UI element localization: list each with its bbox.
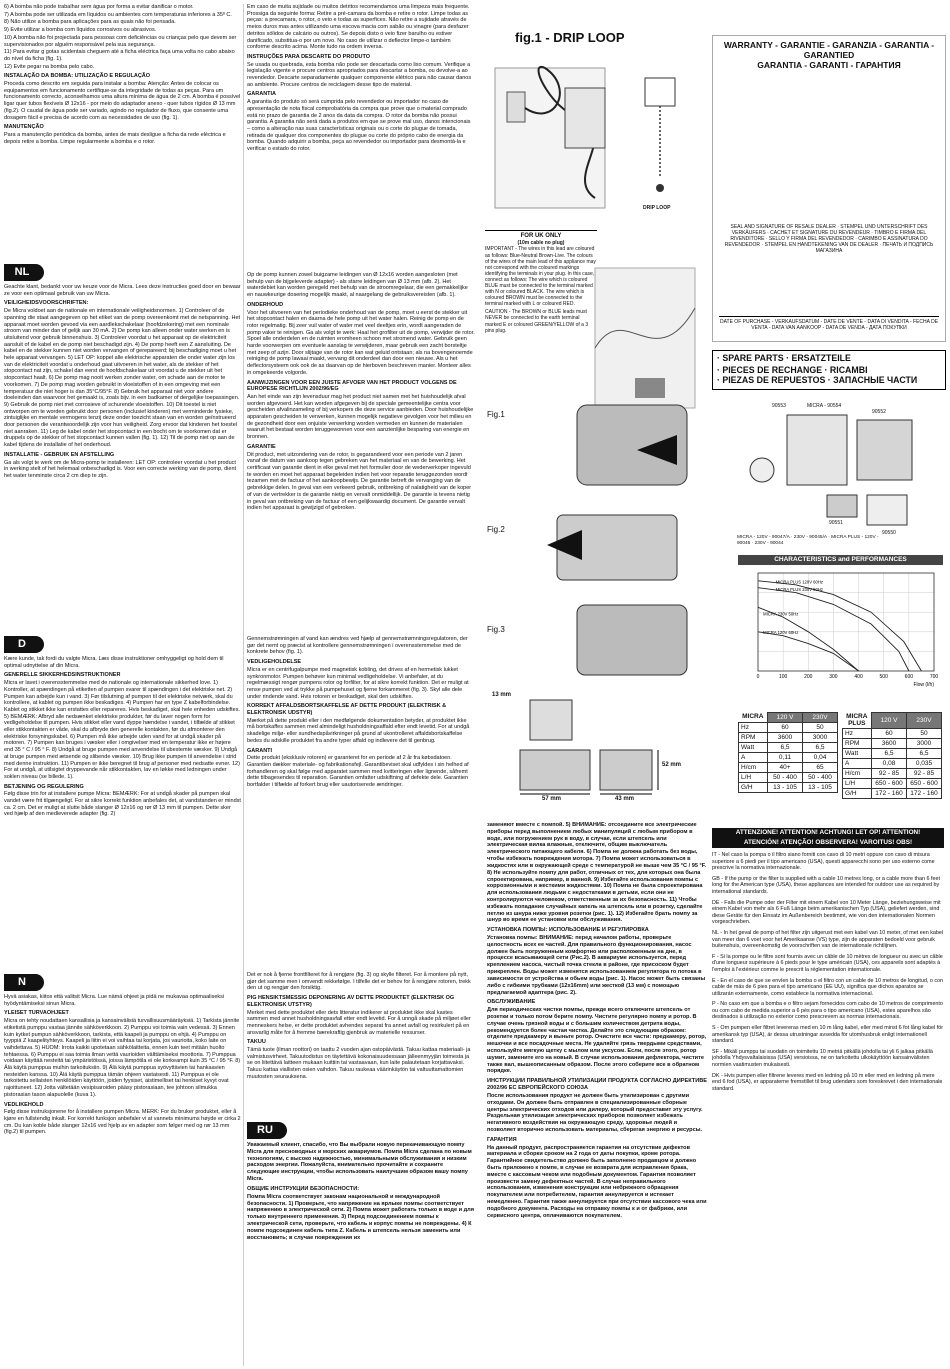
spec-label: RPM	[843, 739, 872, 749]
nl-maint-text: Voor het uitvoeren van het periodieke onderhoud van de pomp, moet u eerst de stekker uit het stopcontact halen en daarna de hele pomp uit het water halen. Reinig de pomp en de rotor regelmatig. Bij zeer vuil water of water met veel deeltjes erin, wordt aangeraden de pomp vaker te reinigen. Ga als volgt te werk: Haal het grofilter uit de pomp, verwijder de rotor. Spoel alle onderdelen en de ruimten eromheen schoon met stromend water. Gebruik geen harde voorwerpen om eventuele aanslag te verwijderen, maar gebruik een zacht borsteltje met zeep of azijn. Door slijtage van de rotor kan wat geluid ontstaan; als na bovengenoemde reiniging de pomp lawaai maakt, vervang dit onderdeel dan door een nieuwe. Als u het deflectorsysteem ook ook de as daarvan op de hierboven beschreven manier. Monteer alles in omgekeerde volgorde.	[247, 309, 475, 376]
attention-language-note: E - En el caso de que se envíen la bomba o el filtro con un cable de 10 metros de longitud, o con cable de más de 6 pies para el tipo americano (EE UU), significa que dichos aparatos se utilizarán externamente, como establece la normativa internacional.	[712, 977, 944, 997]
spec-row	[739, 763, 838, 773]
dk-maint-title: VEDLIGEHOLDELSE	[247, 659, 302, 666]
dimension-svg	[490, 690, 690, 800]
fig-1-label: Fig.1	[487, 410, 505, 419]
spec-value: 6,5	[803, 743, 838, 753]
fig1-panel	[485, 30, 710, 455]
pt-safety-continued	[4, 4, 241, 145]
dk-install-title: BETJENING OG REGULERING	[4, 783, 84, 790]
nl-safety-text: De Micra voldoet aan de nationale en internationale veiligheidsnormen. 1) Controleer of de spanning die staat aangegeven op het etiket van de pomp overeenkomt met de netspanning. Het apparaat moet worden gevoed via een aardlekschakelaar (hoofdzekering) met een nominale stroom van minder dan of gelijk aan 30 mA. 2) De pomp kan alleen onder water werken en is uitsluitend voor gebruik binnenshuis. 3) Controleer voordat u het apparaat op de elektriciteit aansluit of de kabel en de pomp niet beschadigd zijn. 4) De pomp heeft een Z aansluiting. De kabel en de stekker kunnen niet worden vervangen of gerepareerd; bij beschadiging moet u het hele apparaat vervangen. 5) LET OP: koppel alle elektrische apparaten die onder water zijn los van de elektriciteit voordat u onderhoud gaat uitvoeren in het water, als de stekker of het stopcontact nat zijn, schakel dan eerst de hoofdschakelaar uit voordat u de stekker uit het stopcontact haalt. 6) De pomp mag nooit werken zonder water, om schade aan de motor te voorkomen. 7) De pomp mag worden gebruikt in vloeistoffen of in een omgeving met een temperatuur die niet hoger is dan 35°C/95°F. 8) Gebruik het apparaat niet voor andere doeleinden dan waarvoor het gemaakt is, zoals bijv. in een badkamer of dergelijke toepassingen. 9) Gebruik de pomp niet met corrosieve of schurende vloeistoffen. 10) Dit toestel is niet ontworpen om te worden gebruikt door personen (inclusief kinderen) met verminderde fysieke, zintuiglijke en mentale vermogens tenzij deze onder toezicht staan van en worden geïnstrueerd door personen die verantwoordelijk zijn voor hun veiligheid. Zorg ervoor dat kinderen het toestel niet aanraken. 11) Leg de kabel onder het stopcontact in een bocht om te voorkomen dat er druppels op de stekker of het stopcontact kunnen vallen (fig. 1). 12) Til de pomp niet op aan de kabel tijdens de installatie of het onderhoud.	[4, 308, 241, 449]
x-tick-label: 100	[778, 674, 788, 680]
ru-maint-title: ОБСЛУЖИВАНИЕ	[487, 999, 536, 1006]
pt-item: 6) A bomba não pode trabalhar sem água por forma a evitar danificar o motor.	[4, 4, 194, 10]
part-label: 90550	[882, 530, 896, 536]
ru-intro: Уважаемый клиент, спасибо, что Вы выбрали новую перекачивающую помпу Micra для пресноводных и морских аквариумов. Помпа Micra сделана по новым технологиям, с высоко надежностью, минимальными обслуживания и низким расходом энергии. Пожалуйста, внимательно прочитайте и сохраните следующие инструкции, чтобы использовать наилучшим образом вашу помпу Micra.	[247, 1142, 472, 1183]
spec-value: 60	[768, 723, 803, 733]
spare-line-2: · PIECES DE RECHANGE · RICAMBI	[717, 365, 868, 376]
spare-line-1: · SPARE PARTS · ERSATZTEILE	[717, 353, 851, 363]
uk-text: IMPORTANT - The wires in this lead are coloured as follows: Blue-Neutral Brown-Live. The colours of the wires of the main lead of this appliance may not correspond with the coloured markings identifying the terminals in your plug. In this case, connect as follows: The wire which is coloured BLUE must be connected to the terminal marked with N or coloured BLACK. The wire which is coloured BROWN must be connected to the terminal marked with L or coloured RED.	[485, 246, 596, 308]
dk-warranty-title: GARANTI	[247, 747, 273, 754]
dk-safety-title: GENERELLE SIKKERHEDSINSTRUKTIONER	[4, 672, 121, 679]
spec-label: H/cm	[843, 769, 872, 779]
nl-install-text: Ga als volgt te werk om de Micra-pomp te installeren: LET OP: controleer voordat u het product in werking stelt of het helemaal onbeschadigd is. Voor een correcte werking van de pomp, dient het water tenminste circa 2 cm diep te zijn.	[4, 459, 237, 479]
volt-header: 230V	[803, 713, 838, 723]
x-tick-label: 400	[854, 674, 863, 680]
fi-install-title: VEDLIKEHOLD	[4, 1101, 44, 1108]
spec-value: 6,5	[872, 749, 907, 759]
series-label: MICRA 230V 50Hz	[763, 611, 799, 617]
attention-language-note: GB - If the pump or the filter is supplied with a cable 10 metres long, or a cable more than 6 feet long for the American type (USA), these appliances are intended for outdoor use as required by international standards.	[712, 875, 941, 895]
spec-value: 40+	[768, 763, 803, 773]
spec-row	[843, 729, 942, 739]
spec-label: Watt	[843, 749, 872, 759]
dk-section	[4, 634, 241, 819]
performance-chart	[740, 567, 940, 687]
model-codes: MICRA - 120V - 90047/A · 230V - 90045/A · MICRA PLUS - 120V - 90046 · 230V - 90044	[737, 535, 879, 546]
pt-continued	[247, 4, 475, 153]
attention-banner	[712, 828, 944, 848]
dk-warranty-text: Dette produkt (eksklusiv rotoren) er garanteret for en periode af 2 år fra købsdatoen. Garantien dækker materiale- og fabrikationsfejl. Garantibeviset skal udfyldes i sin helhed af forhandleren og skal følge med apparatet sammen med kvitteringen eller lignende, såfremt dette tilbagesendes til reparation. Garantien omfatter udskiftning af defekte dele. Garantien bortfalder i tilfælde af forkert brug eller uautoriserede ændringer.	[247, 755, 469, 789]
fi-disposal-text: Merket med dette produktet eller dets litteratur indikerer at produktet ikke skal kastes sammen med annet husholdningsavfall etter endt levetid. For å unngå skade på miljøet eller menneskers helse, er dette produktet avhendes separat fra annet avfall og resirkulert på en ansvarlig måte for å fremme bærekraftig gjenbruk av materielle ressurser.	[247, 1009, 471, 1036]
dim-side-label: 52 mm	[662, 762, 682, 768]
dk-disposal-text: Mærket på dette produkt eller i den medfølgende dokumentation betyder, at produktet ikke må bortskaffes sammen med almindeligt husholdningsaffald efter endt levetid. For at undgå skadelige miljø- eller sundhedspåvirkninger på grund af ukontrolleret affaldsbortskaffelse bedes du adskille produktet fra andre typer affald og indlevere det til genbrug.	[247, 717, 470, 744]
date-line	[719, 316, 939, 317]
attention-title-1: ATTENZIONE! ATTENTION! ACHTUNG! LET OP! ATTENTION!	[735, 829, 921, 836]
spec-value: 50	[803, 723, 838, 733]
attention-language-note: S - Om pumpen eller filtret levereras med en 10 m lång kabel, eller med minst 6 fot lång kabel för amerikansk typ (USA), är dessa utrustningar avsedda för utomhusbruk enligt internationell standard.	[712, 1025, 944, 1045]
part-90551	[827, 495, 857, 517]
nl-col2-text: Op de pomp kunnen zowel buigzame leidingen van Ø 12x16 worden aangesloten (met behulp van de bijgeleverde adapter) - als starre leidingen van Ø 13 mm (afb. 2). Het waterdebiet kan worden geregeld met behulp van de stroomregelaar, die een gemakkelijke en nauwkeurige dosering mogelijk maakt, al naargelang de gebruiksvereisten (afb. 1).	[247, 272, 468, 299]
warranty-line-1: WARRANTY - GARANTIE - GARANZIA - GARANTIA - GARANTIED	[723, 40, 935, 61]
dk-install-text: Følg disse trin for at installere pumpe Micra: BEMÆRK: For at undgå skader på pumpen skal vandet være frit tilgængeligt. For at sikre korrekt funktion anbefales det, at vandstanden er mindst ca. 2 cm. Det er muligt at slutte både slanger Ø 12x16 og rør Ø 13 mm til pumpen. Dette sker ved hjælp af den medleverede adapter (fig. 2)	[4, 791, 241, 818]
pt-maint-text: Para a manutenção periódica da bomba, antes de mais desligue a ficha da rede eléctrica e depois retire a bomba. Limpe regularmente a bomba e o rotor.	[4, 131, 226, 145]
plus-spec-table	[842, 712, 942, 799]
spec-label: G/H	[843, 789, 872, 799]
dk-disposal-title: KORREKT AFFALDSBORTSKAFFELSE AF DETTE PRODUKT (ELEKTRISK & ELEKTRONISK UDSTYR)	[247, 703, 447, 717]
micra-table-title: MICRA	[742, 713, 764, 721]
fi-disposal-title: PIG HENSIKTSMESSIG DEPONERING AV DETTE PRODUKTET (ELEKTRISK OG ELEKTRONISK UTSTYR)	[247, 995, 455, 1008]
spec-row	[843, 749, 942, 759]
spec-value: 0,035	[907, 759, 942, 769]
part-90554	[787, 415, 847, 485]
drip-loop-label: DRIP LOOP	[643, 205, 671, 211]
x-tick-label: 0	[756, 674, 760, 680]
part-label: 90552	[872, 409, 886, 415]
pt-col2-text: Em caso de muita sujidade ou muitos detritos recomendamos uma limpeza mais frequente. Prossiga da seguinte forma: Retire a pré-camara da bomba e retire o rotor. Limpe todas as peças: a precamara, o rotor, o veio e todas as superfices. Não retire a sujidade através de meios duros mas antes utilizando uma escova macia com sabão ou vinagre (para desfazer detritos sólidos de calcário ou outros). Se depois disto o veio fizer barulho ou estiver danificado, substitua-o por um novo. No caso de utilizar o deflector limpe-o também conforme descrito acima. Monte tudo na ordem inversa.	[247, 4, 470, 51]
spec-label: L/H	[739, 773, 768, 783]
fi-install-text: Følg disse instruksjonene for å installere pumpen Micra. MERK: For du bruker produktet, eller å kjøre en fullstendig inkalt. For korrekt funksjon anbefaler vi at vannets minimums høyde er cirka 2 cm. Du kan koble både slanger 12x16 ved hjelp av en adapter som følger med og rør 13 mm (fig.2) til pumpen.	[4, 1109, 241, 1136]
ru-install-title: УСТАНОВКА ПОМПЫ: ИСПОЛЬЗОВАНИЕ И РЕГУЛИРОВКА	[487, 927, 649, 934]
fi-warranty-text: Tämä tuote (ilman roottori) on taattu 2 vuoden ajan ostopäivästä. Takuu kattaa materiaali- ja valmistusvirheet. Takuutodistus on täytettävä kokonaisuudessaan jälleenmyyjän toimesta ja se on liitettävä laitteen mukaan kuittiin tai vastaavaan, kun laite palautetaan korjattavaksi. Takuu kattaa viallisten osien vaihdon. Takuu raukeaa väärinkäytön tai valtuuttamattomien muutosten seurauksena.	[247, 1047, 471, 1080]
attention-language-note: NL - In het geval de pomp of het filter zijn uitgerust met een kabel van 10 meter, of met een kabel van meer dan 6 voet voor het Amerikaanse (VS) type, zijn de apparaten bedoeld voor gebruik buitenshuis, overeenkomstig de voorschriften van de internationale richtlijnen.	[712, 929, 944, 950]
spec-value: 50 - 400	[803, 773, 838, 783]
fi-col2-text: Det er nok å fjerne frontfilteret for å rengjøre (fig. 3) og skylle filteret. For å montere på nytt, gjør det samme men i omvendt rekkefølge. I tilfelle det er behov for å rengjøre rotoren, trekk den ut og rengjør den forsiktig.	[247, 972, 471, 992]
spec-value: 50	[907, 729, 942, 739]
plus-table-title: MICRA PLUS	[846, 712, 868, 728]
pt-install-title: INSTALAÇÃO DA BOMBA: UTILIZAÇÃO E REGULAÇÃO	[4, 73, 151, 80]
pt-item: 8) Não utilize a bomba para aplicações para as quais não foi pensada.	[4, 19, 176, 26]
part-label: 90551	[829, 520, 843, 526]
column-2	[247, 4, 475, 1366]
part-label: 90553	[772, 403, 786, 409]
warranty-card	[712, 35, 946, 342]
fig-3-label: Fig.3	[487, 625, 505, 634]
spec-value: 0,04	[803, 753, 838, 763]
plug-shape	[565, 88, 605, 148]
spec-value: 3000	[803, 733, 838, 743]
spec-label: Hz	[843, 729, 872, 739]
nl-warranty-title: GARANTIE	[247, 443, 276, 450]
attention-language-note: SF - Mikäli pumppu tai suodatin on toimitettu 10 metriä pitkällä johdolla tai yli 6 jalkaa pitkällä johdolla Yhdysvaltalaisissa (USA) versioissa, ne on tarkoitettu ulkokäyttöön kansainvälisten normien vaatimusten mukaisesti.	[712, 1048, 933, 1069]
pt-item: 12) Evite pegar na bomba pelo cabo.	[4, 63, 95, 70]
x-tick-label: 300	[829, 674, 838, 680]
pt-item: 11) Para evitar g gotas acidentais cheguem até a ficha eléctrica faça uma volta no cabo abaixo do nível da ficha (fig. 1).	[4, 49, 235, 62]
fig1-title: fig.1 - DRIP LOOP	[515, 30, 625, 45]
pt-disposal-title: INSTRUÇÕES PARA DESCARTE DO PRODUTO	[247, 53, 371, 60]
ru-warranty-title: ГАРАНТИЯ	[487, 1136, 517, 1143]
pump-fig3	[577, 605, 687, 675]
spec-row	[843, 759, 942, 769]
ru-warranty-text: На данный продукт, распространяется гарантия на отсутствие дефектов материала и сборки сроком на 2 года от даты покупки, кроме ротора. Гарантийное свидетельство должно быть заполнено продавцом и должно быть приложено к помпе, в случае ее возврата для исправления брака, вместе с кассовым чеком или подобным документом. Гарантия позволяет произвести замену дефектных частей. В случае неправильного использования, изменения конструкции или небрежного обращения покупателем или потребителем, гарантия аннулируется и истекает немедленно. Гарантия также аннулируется при отсутствии кассового чека или подобного документа. Расходы на отправку помпы к и от фабрики, или сервисного центра, оплачиваются покупателем.	[487, 1144, 707, 1219]
dk-maint-text: Micra er en centrifugalpumpe med magnetisk kobling, det drives af en hermetisk lukket synkronmotor. Pumpen behøver kun minimal vedligeholdelse. Vi anbefaler, at du regelmæssigt rengør pumpens rotor og forfilter, for at sikre korrekt funktion. Det er muligt at rense pumpen ved at trykke på pumpehuset og fjerne forkammeret (fig. 3). Skyl alle dele under rindende vand. Hvis rotoren er beskadiget, skal den udskiftes.	[247, 666, 469, 700]
spec-row	[843, 789, 942, 799]
x-tick-label: 500	[879, 674, 888, 680]
spec-row	[739, 723, 838, 733]
series-label: MICRA PLUS 120V 60Hz	[775, 579, 823, 585]
spec-row	[739, 733, 838, 743]
attention-language-note: DK - Hvis pumpen eller filtrene leveres med en ledning på 10 m eller med en ledning på mere end 6 fod (USA), er apparaterne fremstillet til brug udendørs som foreskrevet i den internationale standard.	[712, 1072, 943, 1092]
dk-continued	[247, 636, 475, 790]
spec-value: 650 - 600	[907, 779, 942, 789]
spec-value: 0,11	[768, 753, 803, 763]
attention-language-note: P - No caso em que a bomba e o filtro sejam fornecidos com cabo de 10 metros de comprimento ou com cabo de medida superior a 6 pés para o tipo americano (USA), estes aparelhos são destinados à utilização no exterior como prescrevem as normas internacionais.	[712, 1001, 943, 1021]
perf-header: CHARACTERISTICS and PERFORMANCES	[738, 555, 943, 565]
spec-row	[739, 783, 838, 793]
series-label: MICRA PLUS 230V 50Hz	[775, 587, 823, 593]
nl-safety-title: VEILIGHEIDSVOORSCHRIFTEN:	[4, 300, 89, 307]
ru-safety-text: Помпа Micra соответствует законам национальной и международной безопасности. 1) Проверьте, что напряжение на ярлыке помпы соответствует напряжению в электрической сети. 2) Помпа может работать только в воде и для только внутреннего применения. 3) Перед подсоединением помпы к электрической сети, проверьте, что кабель и корпус помпы не повреждены. 4) К помпе подсоединен кабель типа Z. Кабель и штепсель нельзя заменить или восстановить; в случае повреждения их	[247, 1193, 474, 1241]
spec-label: G/H	[739, 783, 768, 793]
fi-continued	[247, 972, 475, 1082]
spec-row	[739, 743, 838, 753]
ru-col2-text: заменяют вместе с помпой. 5) ВНИМАНИЕ: отсоедините все электрические приборы перед выполнением любых манипуляций с любым прибором в воде, или погружением рук в воду, в случае, если штепсель или электрическая вилка влажные, отключите, общим выключатель электрического питающего кабеля. 6) Помпа не должна работать без воды, чтобы избежать повреждения мотора. 7) Помпа может использоваться в жидкостях или в окружающей среде с температурой не выше чем 35 °C / 95 °F. 8) Не используйте помпу для работ, отличных от тех, для которых она была спроектирована, например, в ванной. 9) Избегайте использования помпы с коррозионными и жесткими жидкостями. 10) Помпа не была спроектирована для использования людьми с недостатками в детьми, если они не контролируются человеком, ответственным за их безопасность. 11) Чтобы избежать попадание случайных капель на штепсель или в розетку, сделайте петлю из шнура ниже уровня розетки (рис. 1). 12) Избегайте брать помпу за шнур во время ее установки или обслуживания.	[487, 822, 707, 924]
spec-value: 172 - 160	[907, 789, 942, 799]
attention-title-2: ATENCIÓN! ATENÇÃO! OBSERVERA! VAROITUS! OBS!	[743, 839, 913, 846]
nl-maint-title: ONDERHOUD	[247, 301, 284, 308]
uk-subtitle: (10m cable no plug)	[517, 240, 565, 247]
nl-install-title: INSTALLATIE - GEBRUIK EN AFSTELLING	[4, 451, 115, 458]
column-1	[4, 4, 241, 1366]
volt-header: 120 V	[872, 713, 907, 729]
spec-value: 3600	[872, 739, 907, 749]
volt-header: 230V	[907, 713, 942, 729]
spec-value: 60	[872, 729, 907, 739]
spec-value: 3600	[768, 733, 803, 743]
dk-intro: Kære kunde, tak fordi du valgte Micra. Læs disse instruktioner omhyggeligt og hold dem til optimal udnyttelse af din Micra.	[4, 656, 224, 669]
nl-badge: NL	[4, 264, 44, 281]
plus-spec-table-wrap	[842, 712, 942, 799]
spare-line-3: · PIEZAS DE REPUESTOS · ЗАПАСНЫЕ ЧАСТИ	[717, 375, 918, 386]
pump-top-view	[530, 700, 572, 740]
nl-warranty-text: Dit product, met uitzondering van de rotor, is gegarandeerd voor een periode van 2 jaren vanaf de datum van aankoop tegen gebreken van het materiaal en van de bewerking. Het certificaat van garantie dient in elke geval met het formulier door de wederverkoper ingevuld te worden en moet het apparaat begeleiden indien het voor reparatie teruggezonden wordt tezamen met de factuur of het aankoopbewijs. De garantie betreft de vervanging van de gebrekkige delen. In geval van een verkeerd gebruik, ontbreking of nalatigheid van de koper of van de vertrekker is de garantie nietig en vervalt onmiddellijk. De garantie is tevens nietig in geval van ontbreking van de factuur of een gelijkwaardig document. De garantie vervalt indien het apparaat is gewijzigd of gebroken.	[247, 451, 472, 512]
nl-section	[4, 262, 241, 481]
spec-label: A	[843, 759, 872, 769]
pt-warranty-text: A garantia do produto só será cumprida pelo revendedor ou importador no caso de apresentação de nota fiscal comprobatória da compra que prove que o material comprado está no prazo de garantia de 2 anos da data da compra. O rotor da bomba não possui garantia. A garantia não será dada a produtos em que se prove mal uso, danos intencionais – como a alteração nas suas características originais ou o corte do plugue de tomada, retirada de qualquer dos componentes do plugue ou corte do próprio cabo de energia da bomba. Quando adquirir a bomba, peça ao revendedor ou importador para desmontá-la e verificar o estado do rotor.	[247, 99, 471, 153]
pt-item: 7) A bomba pode ser utilizada em líquidos ou ambientes com temperaturas inferiores a 35º C.	[4, 11, 232, 18]
dk-badge: D	[4, 636, 44, 653]
fi-warranty-title: TAKUU	[247, 1039, 266, 1046]
ru-section	[247, 1120, 475, 1242]
fi-safety-text: Micra on tehty noudattaen kansallisia ja kansainvälisiä turvallisuusmääräyksiä. 1) Tarkista jännite etiketistä pumppu vastaa jännite sähköverkkoon. 2) Pumppu voi toimia vain vedessä. 3) Ennen kuin kytket pumpun sähköverkkoon, tarkista, että kaapeli ja pumppu on ehjä. 4) Pumppu on tyyppiä Z kaapelityhteys. Kaapeli ja liitin ei voi vaihtaa tai korjata, jos vaurioita, koko laite on vaihdettava. 5) HUOM: Irrota kaikki upotetaan sähkölaitteita, ennen kuin teet mitään huolto tehtaessa. 6) Pumppu ei saa toimia ilman vettä vaurioiden välttämiseksi moottoria. 7) Pumppua voidaan käyttää nesteitä tai ympäristöissä, joissa lämpötila ei ole korkeampi kuin 35 °C / 95 °F. 8) Älä käytä pumppua muihin tarkoituksiin. 9) Älä käytä pumppua syövyttävien tai hankaavien nesteiden kanssa. 10) Älä käytä pumppua tämän ohjeen vastaisesti. 11) Pumppua ei ole tarkoitettu sellaisten henkilöiden käyttöön, joiden fyysiset, aistimelliset tai henkiset kyvyt ovat rajoittuneet. 12) Jotta vältetään vesipisaroiden pääsy pistorasiaan, tee johtoon silmukka pistorasian tason alapuolelle (kuva 1).	[4, 1018, 241, 1098]
spec-label: A	[739, 753, 768, 763]
warranty-line-2: GARANTIA - GARANTI - ГАРАНТИЯ	[757, 60, 901, 71]
spec-value: 3000	[907, 739, 942, 749]
spec-row	[843, 769, 942, 779]
ru-safety-title: ОБЩИЕ ИНСТРУКЦИИ БЕЗОПАСНОСТИ:	[247, 1185, 360, 1192]
spec-value: 65	[803, 763, 838, 773]
spec-value: 13 - 105	[768, 783, 803, 793]
spec-value: 92 - 85	[872, 769, 907, 779]
spec-row	[843, 739, 942, 749]
pt-disposal-text: Se usada ou quebrada, esta bomba não pode ser descartada como lixo comum. Verifique a legislação vigente e procure centros apropriados para descartar a bomba, ou devolve-a ao revendedor. Descarte separadamente qualquer componente elétrico para não causar danos ao ambiente. Procure centros de reciclagem desse tipo de material.	[247, 61, 472, 88]
nl-disposal-text: Aan het einde van zijn levensduur mag het product niet samen met het huishoudelijk afval worden afgevoerd. Het kan worden afgegeven bij de speciale gemeentelijke centra voor gescheiden afvalinzameling of bij verkopers die deze service aanbieden. Door huishoudelijke apparaten gescheiden te verwerken, kunnen mogelijk negatieve gevolgen voor het milieu en de gezondheid door een onjuiste verwerking worden vermeden en kunnen de materialen waaruit het bestaat worden teruggewonnen voor een aanzienlijke besparing van energie en bronnen.	[247, 393, 474, 441]
x-tick-label: 700	[929, 674, 939, 680]
nl-continued	[247, 272, 475, 513]
ru-continued	[487, 822, 707, 1367]
dk-col2-text: Gennemstrømningen af vand kan ændres ved hjælp af gennemstrømningsregulatoren, der gør det nemt og præcist at kontrollere gennemstrømningen i overensstemmelse med de konkrete behov (fig. 1).	[247, 636, 468, 656]
uk-title: FOR UK ONLY	[520, 233, 562, 239]
part-90553	[750, 458, 774, 482]
micra-spec-table-wrap	[738, 712, 838, 793]
attention-language-note: DE - Falls die Pumpe oder der Filter mit einem Kabel von 10 Meter Länge, beziehungsweise mit einem Kabel von mehr als 6 Fuß Länge beim amerikanischen Typ (USA), geliefert werden, sind diese Geräte für den Einsatz im Außenbereich bestimmt, wie von den internationalen Normen vorgeschrieben.	[712, 899, 941, 926]
pt-maint-title: MANUTENÇÃO	[4, 124, 44, 131]
ru-badge: RU	[247, 1122, 287, 1139]
outlet-shape	[645, 78, 675, 106]
fi-badge: N	[4, 974, 44, 991]
series-label: MICRA 120V 60Hz	[763, 630, 799, 636]
dim-bottom-a-label: 57 mm	[542, 796, 562, 802]
ru-disposal-text: После использования продукт не должен быть утилизирован с другими отходами. Он должен быть отправлен в специализированные сборные центры электрических отходов или дилеру, который предоставит эту услугу. Раздельная утилизация электрических приборов позволяет избежать негативного воздействия на окружающую среду, здоровье людей и позволяет вторично использовать материалы, сберегая энергию и ресурсы.	[487, 1092, 703, 1133]
spec-value: 650 - 600	[872, 779, 907, 789]
pt-install-text: Proceda como descrito em seguida para instalar a bomba: Atenção: Antes de colocar os equipamentos em funcionamento certifique-se da integridade de todas as peças. Para um funcionamento correcto, aconselhamos uma altura mínima de água de 2 cm. A bomba é possível ligar quer tubos flexíveis Ø 12x16 - por meio do adaptador anexo - quer tubos rígidos Ø 13 mm (fig.2). O caudal de água pode ser variado, agindo no regulador de fluxo, que consente uma dosagem fácil e precisa de acordo com as necessidades de uso (fig. 1).	[4, 81, 241, 121]
ru-install-text: Установка помпы: ВНИМАНИЕ: перед началом работы, проверьте целостность всех ее частей. Для правильного функционирования, насос должен быть погруженным комфортно или расположенным на дне, в процессе всасывающей сети (Рис.2). В аквариуме используется, перед креплением насоса, чистый точка стекла в районе, где присоском будет прикреплен. Воды может изменятся использованием регулятора го потока в зависимости от устройства и обьем воды (рис. 1). Насос может быть связаны либо с гибкими трубками (12x16mm) или жесткой (13 мм) с помощью предлагаемой адаптера (рис. 2).	[487, 935, 706, 996]
spec-label: Watt	[739, 743, 768, 753]
dimension-drawing	[490, 690, 690, 810]
ru-maint-text: Для периодических чистки помпы, прежде всего отключите штепсель от розетки и только потом берите помпу. Чистите регулярно помпу и ротор. В случае очень грязной воды и с большим количеством детрита воды, рекомендуется более частая чистка. Делайте это следующим образом: отделите предкамеру и выньте ротор. Очистите все части: предкамеру, ротор, мешочки и все посадочные места. Не удаляйте грязь твердыми средствами, используйте мягкую щетку с мылом или уксусом. Если, после этого, ротор шумит, замените его на новый. В случае использования дефлектора, чистите также вал, вышеописанным образом. После этого соберите все в обратном порядке.	[487, 1007, 707, 1075]
spec-value: 172 - 160	[872, 789, 907, 799]
warranty-seal-text: SEAL AND SIGNATURE OF RESALE DEALER · STEMPEL UND UNTERSCHRIFT DES VERKÄUFERS · CACHET ET SIGNATURE DU REVENDEUR · TIMBRO E FIRMA DEL RIVENDITORE · SELLO Y FIRMA DEL REVENDEDOR · CARIMBO E ASSINATURA DO REVENDEDOR · STEMPEL EN HANDTEKENING VAN DE DEALER · ПЕЧАТЬ И ПОДПИСЬ МАГАЗИНА	[724, 224, 934, 255]
spec-value: 6,5	[907, 749, 942, 759]
attention-language-note: IT - Nel caso la pompa o il filtro siano forniti con cavo di 10 metri oppure con cavo di misura superiore a 6 piedi per il tipo americano (USA), questi apparecchi sono per uso esterno come prescrive la normativa internazionale.	[712, 852, 935, 872]
spare-parts-header	[712, 350, 946, 390]
pt-item: 10) A bomba não foi projectada para pessoas com deficiências ou crianças pelo que devem ser supervisionados por alguém responsável pela sua segurança.	[4, 34, 237, 48]
spec-value: 6,5	[768, 743, 803, 753]
x-tick-label: 600	[904, 674, 914, 680]
warranty-date-label: DATE OF PURCHASE - VERKAUFSDATUM - DATE DE VENTE - DATA DI VENDITA - FECHA DE VENTA - DATA VAN AANKOOP - DATA DE VENDA - ДАТА ПОКУПКИ	[719, 319, 939, 332]
fi-intro: Hyvä asiakas, kiitos että valitsit Micra. Lue nämä ohjeet ja pidä ne mukavaa optimaaliseksi hyödyntämiseksi sinun Micra.	[4, 994, 225, 1007]
x-axis-label: Flow (l/h)	[913, 682, 934, 687]
pt-item: 9) Evite utilizar a bomba com líquidos corrosivos ou abrasivos.	[4, 27, 157, 34]
part-label: MICRA - 90554	[807, 403, 842, 409]
drip-drop	[656, 184, 664, 192]
fi-safety-title: YLEISET TURVAOHJEET	[4, 1010, 69, 1017]
ru-disposal-title: ИНСТРУКЦИИ ПРАВИЛЬНОЙ УТИЛИЗАЦИИ ПРОДУКТА СОГЛАСНО ДИРЕКТИВЕ 2002/96 ЕС ЕВРОПЕЙСКОГО СОЮЗА	[487, 1078, 707, 1092]
spec-label: L/H	[843, 779, 872, 789]
part-90552	[857, 420, 912, 480]
spec-label: H/cm	[739, 763, 768, 773]
uk-wiring-note	[485, 230, 597, 334]
spec-label: RPM	[739, 733, 768, 743]
nl-intro: Geachte klant, bedankt voor uw keuze voor de Micra. Lees deze instructies goed door en bewaar ze voor een optimaal gebruik van uw Micra.	[4, 284, 241, 297]
pump-front-view	[520, 750, 590, 790]
attention-language-note: F - Si la pompe ou le filtre sont fournis avec un câble de 10 mètres de longueur ou avec un câble d'une longueur supérieure à 6 pieds pour le type américain (USA), ces appareils sont adaptés à l'emploi à l'extérieur comme le prescrit la réglementation internationale.	[712, 953, 943, 973]
dim-bottom-b-label: 43 mm	[615, 796, 635, 802]
pump-side-view	[600, 750, 652, 790]
pt-warranty-title: GARANTIA	[247, 91, 277, 98]
spec-label: Hz	[739, 723, 768, 733]
x-tick-label: 200	[804, 674, 813, 680]
attention-list	[712, 852, 944, 1367]
fig-2-label: Fig.2	[487, 525, 505, 534]
column-divider	[243, 4, 244, 1366]
part-90550	[867, 495, 907, 525]
micra-spec-table	[738, 712, 838, 793]
spec-value: 92 - 85	[907, 769, 942, 779]
dk-safety-text: Micra er lavet i overensstemmelse med de nationale og internationale sikkerhed love. 1) Kontroller, at spændingen på etiketten af pumpen svarer til spændingen i det elektriske net. 2) Pumpen kan arbejde kun i vand. 3) Før tilslutning af pumpen til det elektriske netværk, skal du kontrollere, at kablet og pumpen ikke beskadiges. 4) Pumpen har en type Z kabelforbindelse. Kablet og stikket ikke kan erstattes eller repareres. Hvis beskadiget, skal hele enheden udskiftes. 5) BEMÆRK: Afbryd alle nedsænket elektriske produkter, før du laver nogen form for vedligeholdelse til pumpen. Hvis stikket eller vand dyppe hændelse i vandet, i tilfælde af stikket eller stikkontakten er våde, skal du afbryde den generelle kontakten, før du afmonterer den elektriske forsyningskabel. 6) Pumpen må ikke arbejde uden vand for at undgå skader på motoren. 7) Pumpen kan bruges i væsker eller i omgivelser med en temperatur ikke er højere end 35 ° C / 95 ° F. 8) Undgå at bruge pumpen med anvendelse til ubestemte væsker. 9) Undgå at bruge pumpen med ætsende og slibende væsker. 10) Brug ikke pumpen til anvendelse i strid med denne instruktion. 11) Pumpen er ikke beregnet til brug af personer med nedsatte evner. 12) For at undgå, at utilsigtet dryppevande når stikkontakten, lav en løkke med ledningen under soklen niveau (se billede. 1).	[4, 680, 241, 780]
socket-shape	[507, 92, 525, 122]
nl-disposal-title: AANWIJZINGEN VOOR EEN JUISTE AFVOER VAN HET PRODUCT VOLGENS DE EUROPESE RICHTLIJN 2002/96/EG	[247, 379, 457, 393]
spec-row	[739, 773, 838, 783]
uk-caution: CAUTION - The BROWN or BLUE leads must NEVER be connected to the earth terminal marked E or coloured GREEN/YELLOW of a 3 pins plug.	[485, 309, 589, 334]
spec-row	[843, 779, 942, 789]
volt-header: 120 V	[768, 713, 803, 723]
spec-row	[739, 753, 838, 763]
spec-value: 0,08	[872, 759, 907, 769]
fi-section	[4, 972, 241, 1137]
spec-value: 13 - 105	[803, 783, 838, 793]
dim-top-label: 13 mm	[492, 692, 512, 698]
spec-value: 50 - 400	[768, 773, 803, 783]
